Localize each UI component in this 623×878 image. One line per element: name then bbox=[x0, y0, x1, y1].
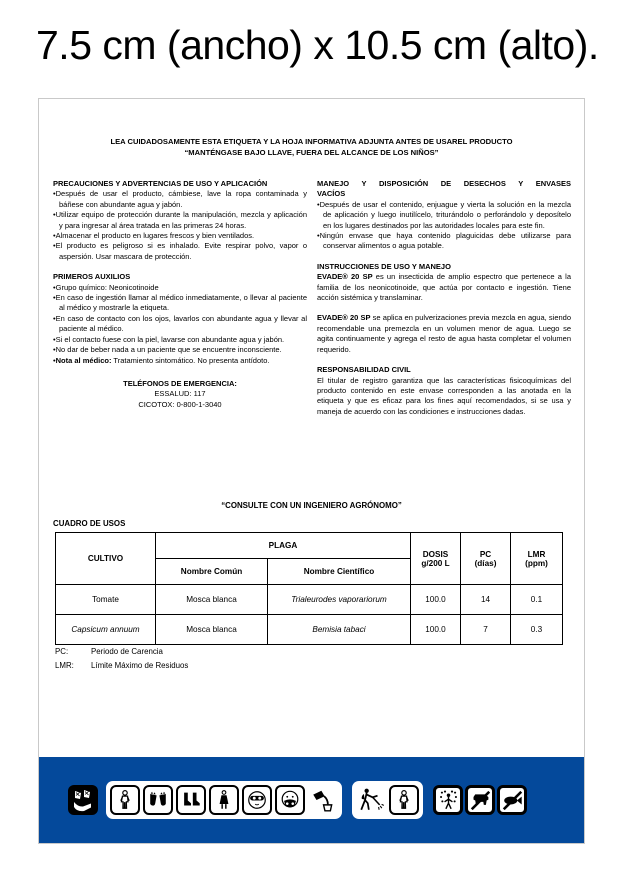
waste-list bbox=[317, 200, 571, 252]
label-box bbox=[38, 98, 585, 844]
wear-overalls-icon bbox=[110, 785, 140, 815]
text-columns bbox=[53, 179, 571, 417]
application-pictogram-group bbox=[352, 781, 423, 819]
section-precautions bbox=[53, 179, 307, 262]
ppe-pictogram-group bbox=[106, 781, 342, 819]
pour-mix-carefully-icon bbox=[308, 785, 338, 815]
cell-pc: 14 bbox=[461, 585, 511, 615]
top-warning bbox=[51, 136, 572, 158]
list-item: • Si el contacto fuese con la piel, lavarse con abundante agua y jabón. bbox=[53, 335, 307, 345]
column-header-plaga: PLAGA bbox=[156, 533, 411, 559]
cell-nombre-comun: Mosca blanca bbox=[156, 585, 268, 615]
wear-boots-icon bbox=[176, 785, 206, 815]
list-item-doctor-note bbox=[53, 356, 307, 366]
list-item: • No dar de beber nada a un paciente que se encuentre inconsciente. bbox=[53, 345, 307, 355]
doctor-note-text: Tratamiento sintomático. No presenta antídoto. bbox=[111, 355, 270, 365]
dosis-unit: g/200 L bbox=[421, 558, 450, 568]
safety-pictogram-band bbox=[39, 757, 584, 843]
first-aid-list bbox=[53, 283, 307, 366]
column-header-dosis bbox=[411, 533, 461, 585]
emergency-phones bbox=[53, 379, 307, 410]
cell-dosis: 100.0 bbox=[411, 615, 461, 645]
list-item: • Ningún envase que haya contenido plaguicidas debe utilizarse para conservar alimentos o agua potable. bbox=[317, 231, 571, 252]
right-column bbox=[317, 179, 571, 417]
cell-nombre-comun: Mosca blanca bbox=[156, 615, 268, 645]
page-title: 7.5 cm (ancho) x 10.5 cm (alto). bbox=[36, 22, 599, 68]
instructions-paragraph-1 bbox=[317, 272, 571, 303]
list-item: • En caso de ingestión llamar al médico inmediatamente, o llevar al paciente al médico y mostrarle la etiqueta. bbox=[53, 293, 307, 314]
column-header-nombre-cientifico: Nombre Científico bbox=[268, 559, 411, 585]
consult-agronomist-notice: “CONSULTE CON UN INGENIERO AGRÓNOMO” bbox=[221, 501, 402, 510]
cell-pc: 7 bbox=[461, 615, 511, 645]
product-name: EVADE® 20 SP bbox=[317, 313, 371, 323]
instructions-heading: INSTRUCCIONES DE USO Y MANEJO bbox=[317, 261, 451, 271]
list-item: • En caso de contacto con los ojos, lavarlos con abundante agua y llevar al paciente al médico. bbox=[53, 314, 307, 335]
instructions-text-1: es un insecticida de amplio espectro que pertenece a la familia de los neonicotinoide, que actúa por contacto e ingestión. Tiene acción sistémica y translaminar. bbox=[317, 272, 572, 303]
note-lmr bbox=[55, 661, 188, 670]
application-lever-sprayer-icon bbox=[356, 785, 386, 815]
list-item: • El producto es peligroso si es inhalado. Evite respirar polvo, vapor o aspersión. Usar mascara de protección. bbox=[53, 241, 307, 262]
dangerous-to-fish-icon bbox=[497, 785, 527, 815]
list-item: • Almacenar el producto en lugares frescos y bien ventilados. bbox=[53, 231, 307, 241]
wear-eye-protection-icon bbox=[242, 785, 272, 815]
table-row bbox=[56, 585, 563, 615]
cell-cultivo: Capsicum annuum bbox=[56, 615, 156, 645]
column-header-pc bbox=[461, 533, 511, 585]
emergency-essalud: ESSALUD: 117 bbox=[154, 389, 206, 399]
lmr-label: LMR bbox=[527, 549, 546, 559]
wash-contaminated-clothing-icon bbox=[68, 785, 98, 815]
instructions-text-2: se aplica en pulverizaciones previa mezcla en agua, siendo recomendable una premezcla en un volumen menor de agua. Luego se agita continuamente y agrega el resto de agua hasta completar el volumen requerido. bbox=[317, 313, 572, 354]
left-column bbox=[53, 179, 307, 417]
precautions-heading: PRECAUCIONES Y ADVERTENCIAS DE USO Y APLICACIÓN bbox=[53, 179, 268, 188]
table-row bbox=[56, 615, 563, 645]
list-item: • Grupo químico: Neonicotinoide bbox=[53, 283, 307, 293]
pc-unit: (días) bbox=[474, 558, 497, 568]
cell-cultivo: Tomate bbox=[56, 585, 156, 615]
section-waste-disposal bbox=[317, 179, 571, 252]
waste-heading-line2: VACÍOS bbox=[317, 189, 346, 199]
list-item: • Después de usar el contenido, enjuague y vierta la solución en la mezcla de aplicación y luego inutilícelo, triturándolo o perforándolo y deposítelo en los lugares destinados por las autoridades locales para este fin. bbox=[317, 200, 571, 231]
dosis-label: DOSIS bbox=[422, 549, 449, 559]
emergency-heading: TELÉFONOS DE EMERGENCIA: bbox=[123, 378, 237, 388]
usage-table bbox=[55, 532, 563, 645]
cell-lmr: 0.3 bbox=[511, 615, 563, 645]
note-text: Límite Máximo de Residuos bbox=[91, 661, 189, 670]
note-abbr: PC: bbox=[55, 647, 69, 656]
section-first-aid bbox=[53, 272, 307, 366]
cell-dosis: 100.0 bbox=[411, 585, 461, 615]
wash-after-use-icon bbox=[433, 785, 463, 815]
pc-label: PC bbox=[479, 549, 492, 559]
note-text: Periodo de Carencia bbox=[91, 647, 163, 656]
wear-respirator-icon bbox=[275, 785, 305, 815]
dangerous-to-animals-icon bbox=[465, 785, 495, 815]
note-abbr: LMR: bbox=[55, 661, 74, 670]
precautions-list bbox=[53, 189, 307, 262]
wear-protective-clothing-icon bbox=[389, 785, 419, 815]
waste-heading-line1: MANEJO Y DISPOSICIÓN DE DESECHOS Y ENVASES bbox=[317, 179, 571, 188]
top-warning-line2: “MANTÉNGASE BAJO LLAVE, FUERA DEL ALCANCE DE LOS NIÑOS” bbox=[184, 148, 439, 157]
section-use-instructions bbox=[317, 262, 571, 355]
instructions-paragraph-2 bbox=[317, 313, 571, 355]
note-pc bbox=[55, 647, 188, 656]
doctor-note-label: Nota al médico: bbox=[55, 355, 112, 365]
column-header-cultivo: CULTIVO bbox=[56, 533, 156, 585]
product-name: EVADE® 20 SP bbox=[317, 272, 373, 282]
cell-nombre-cientifico: Trialeurodes vaporariorum bbox=[268, 585, 411, 615]
table-abbreviation-notes bbox=[55, 647, 188, 675]
cell-nombre-cientifico: Bemisia tabaci bbox=[268, 615, 411, 645]
column-header-lmr bbox=[511, 533, 563, 585]
usage-table-title: CUADRO DE USOS bbox=[53, 519, 126, 528]
first-aid-heading: PRIMEROS AUXILIOS bbox=[53, 272, 131, 282]
column-header-nombre-comun: Nombre Común bbox=[156, 559, 268, 585]
list-item: • Después de usar el producto, cámbiese, lave la ropa contaminada y báñese con abundante agua y jabón. bbox=[53, 189, 307, 210]
cell-lmr: 0.1 bbox=[511, 585, 563, 615]
list-item: • Utilizar equipo de protección durante la manipulación, mezcla y aplicación y para ingresar al área tratada en las primeras 24 horas. bbox=[53, 210, 307, 231]
liability-text: El titular de registro garantiza que las características fisicoquímicas del producto contenido en este envase corresponden a las anotada en la etiqueta y que es eficaz para los fines aquí recomendados, si se usa y maneja de acuerdo con las condiciones e instrucciones dadas. bbox=[317, 375, 571, 416]
liability-heading: RESPONSABILIDAD CIVIL bbox=[317, 365, 411, 375]
wear-apron-icon bbox=[209, 785, 239, 815]
section-liability bbox=[317, 365, 571, 417]
emergency-cicotox: CICOTOX: 0-800-1-3040 bbox=[138, 399, 222, 409]
wear-gloves-icon bbox=[143, 785, 173, 815]
lmr-unit: (ppm) bbox=[525, 558, 548, 568]
top-warning-line1: LEA CUIDADOSAMENTE ESTA ETIQUETA Y LA HOJA INFORMATIVA ADJUNTA ANTES DE USAREL PRODUCTO bbox=[110, 137, 513, 146]
